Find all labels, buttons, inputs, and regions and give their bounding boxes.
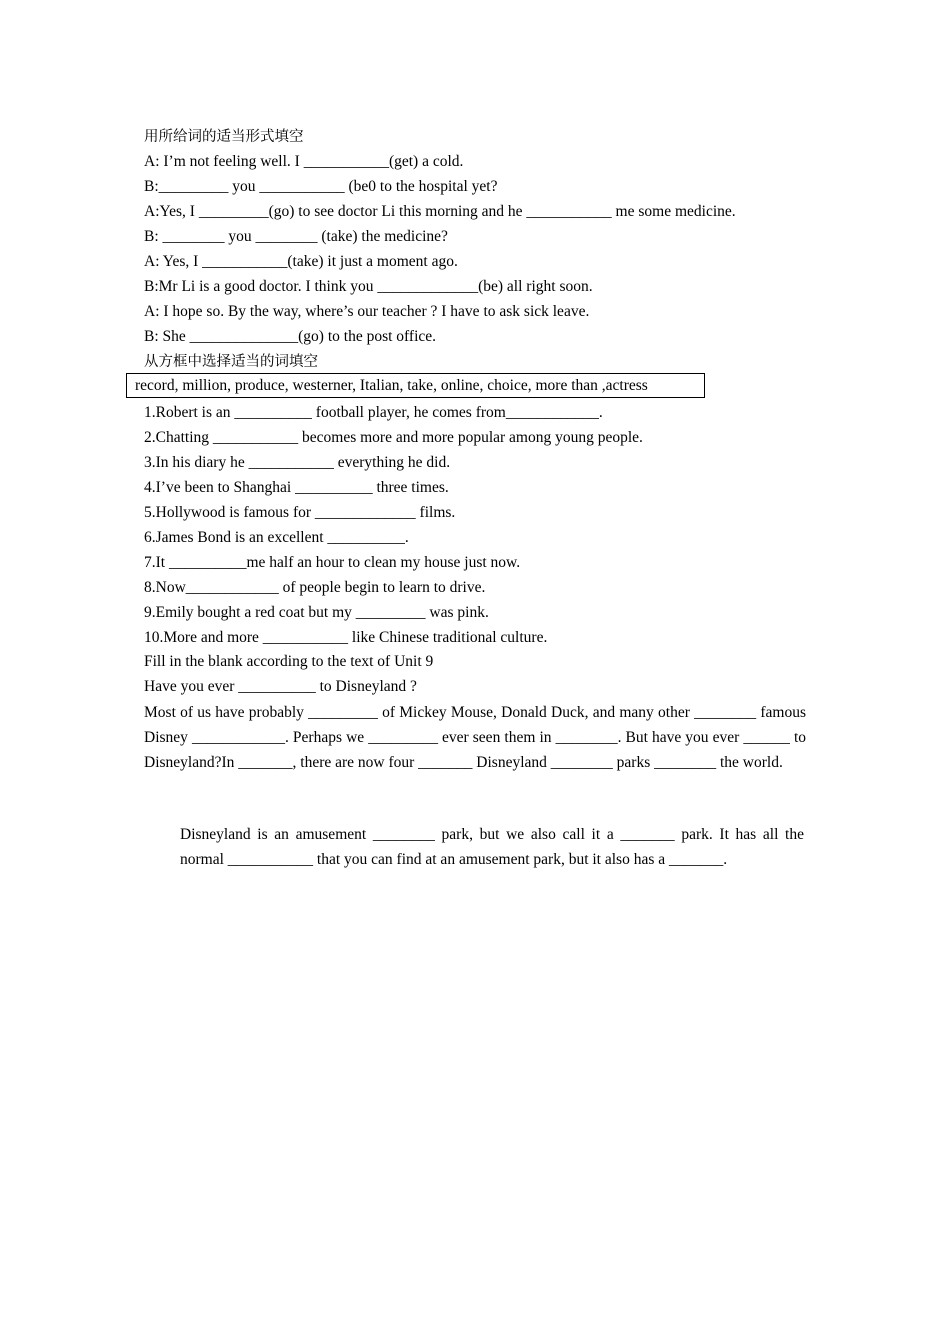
dialogue-line: A: I hope so. By the way, where’s our teacher ? I have to ask sick leave. (144, 303, 590, 320)
exercise-item: 7.It __________me half an hour to clean my house just now. (144, 554, 521, 571)
exercise-item: 10.More and more ___________ like Chinese traditional culture. (144, 629, 548, 646)
dialogue-line: A: Yes, I ___________(take) it just a moment ago. (144, 253, 458, 270)
exercise-item: 2.Chatting ___________ becomes more and more popular among young people. (144, 429, 643, 446)
dialogue-line: B: She ______________(go) to the post office. (144, 328, 437, 345)
passage-title: Have you ever __________ to Disneyland ? (144, 678, 417, 695)
passage-paragraph-2: Disneyland is an amusement ________ park, but we also call it a _______ park. It has all the normal ___________ that you can find at an amusement park, but it also has a _______. (180, 826, 804, 868)
exercise-item: 9.Emily bought a red coat but my _________ was pink. (144, 604, 489, 621)
exercise-item: 6.James Bond is an excellent __________. (144, 529, 409, 546)
exercise-item: 5.Hollywood is famous for _____________ films. (144, 504, 456, 521)
section2-heading: 从方框中选择适当的词填空 (144, 354, 318, 370)
exercise-item: 3.In his diary he ___________ everything he did. (144, 454, 451, 471)
section1-heading: 用所给词的适当形式填空 (144, 129, 304, 145)
dialogue-line: B: ________ you ________ (take) the medicine? (144, 228, 448, 245)
dialogue-line: B:Mr Li is a good doctor. I think you _____________(be) all right soon. (144, 278, 593, 295)
dialogue-line: A: I’m not feeling well. I ___________(get) a cold. (144, 153, 464, 170)
passage-paragraph-1: Most of us have probably _________ of Mickey Mouse, Donald Duck, and many other ________ famous Disney ____________. Perhaps we _________ ever seen them in ________. But have you ever ______ to Disneyland?In _______, there are now four _______ Disneyland ________ parks ________ the world. (144, 704, 806, 771)
exercise-item: 8.Now____________ of people begin to learn to drive. (144, 579, 486, 596)
exercise-item: 1.Robert is an __________ football player, he comes from____________. (144, 404, 603, 421)
section3-heading: Fill in the blank according to the text of Unit 9 (144, 653, 434, 670)
dialogue-line: B:_________ you ___________ (be0 to the hospital yet? (144, 178, 498, 195)
word-box: record, million, produce, westerner, Italian, take, online, choice, more than ,actress (126, 373, 705, 398)
dialogue-line: A:Yes, I _________(go) to see doctor Li this morning and he ___________ me some medicine. (144, 203, 736, 220)
exercise-item: 4.I’ve been to Shanghai __________ three times. (144, 479, 449, 496)
